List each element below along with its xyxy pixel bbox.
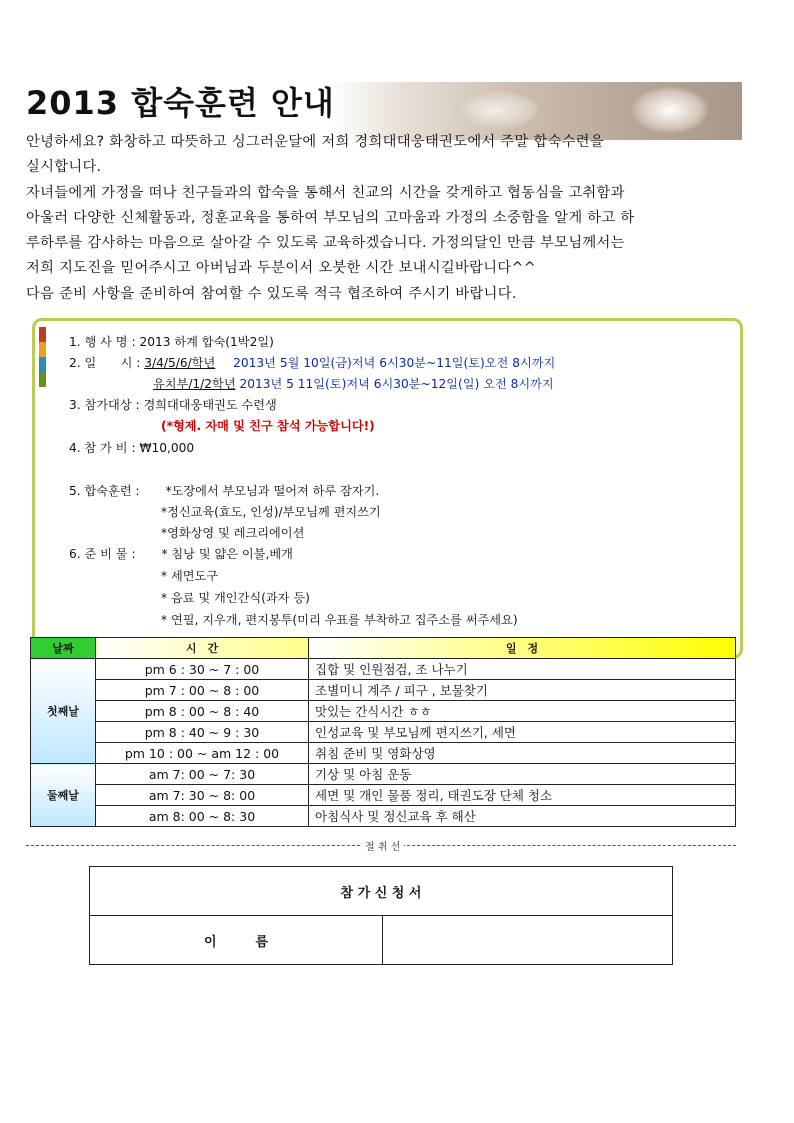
detail-value: 2013 하계 합숙(1박2일) xyxy=(139,335,274,349)
time-cell: pm 10 : 00 ~ am 12 : 00 xyxy=(96,743,309,764)
banner-figure xyxy=(630,86,710,134)
plan-cell: 집합 및 인원점검, 조 나누기 xyxy=(309,659,736,680)
plan-cell: 조별미니 계주 / 피구 , 보물찾기 xyxy=(309,680,736,701)
time-cell: pm 7 : 00 ~ 8 : 00 xyxy=(96,680,309,701)
date-group: 유치부/1/2학년 xyxy=(153,377,236,391)
intro-line: 루하루를 감사하는 마음으로 살아갈 수 있도록 교육하겠습니다. 가정의달인 만큼 부모님께서는 xyxy=(26,235,625,252)
plan-cell: 인성교육 및 부모님께 편지쓰기, 세면 xyxy=(309,722,736,743)
plan-cell: 취침 준비 및 영화상영 xyxy=(309,743,736,764)
table-row xyxy=(31,743,736,764)
name-field[interactable] xyxy=(383,916,673,965)
table-row xyxy=(31,722,736,743)
plan-cell: 세면 및 개인 물품 정리, 태권도장 단체 청소 xyxy=(309,785,736,806)
table-row xyxy=(31,806,736,827)
table-row xyxy=(31,785,736,806)
intro-line: 다음 준비 사항을 준비하여 참여할 수 있도록 적극 협조하여 주시기 바랍니다. xyxy=(26,285,517,302)
table-row xyxy=(31,701,736,722)
table-row xyxy=(31,764,736,785)
detail-label: 3. 참가대상 : xyxy=(69,398,140,412)
cut-label: 절 취 선 xyxy=(361,838,404,853)
table-header-row xyxy=(31,638,736,659)
date-value: 2013년 5월 10일(금)저녁 6시30분~11일(토)오전 8시까지 xyxy=(233,356,556,370)
header-plan: 일 정 xyxy=(309,638,736,659)
plan-cell: 아침식사 및 정신교육 후 해산 xyxy=(309,806,736,827)
detail-label: 4. 참 가 비 : xyxy=(69,441,136,455)
name-label: 이 름 xyxy=(90,916,383,965)
detail-fee xyxy=(69,439,194,456)
day-label: 첫째날 xyxy=(31,659,96,764)
banner-figure xyxy=(450,90,540,130)
training-item: *영화상영 및 레크리에이션 xyxy=(161,526,305,540)
color-bar-segment xyxy=(39,357,46,372)
time-cell: am 8: 00 ~ 8: 30 xyxy=(96,806,309,827)
color-bar-segment xyxy=(39,342,46,357)
time-cell: am 7: 00 ~ 7: 30 xyxy=(96,764,309,785)
color-bar xyxy=(39,327,46,387)
table-row xyxy=(31,680,736,701)
training-item: *도장에서 부모님과 떨어져 하루 잠자기. xyxy=(165,484,380,498)
form-title: 참 가 신 청 서 xyxy=(90,867,673,916)
detail-label: 2. 일 시 : xyxy=(69,356,141,370)
application-form xyxy=(89,866,673,965)
page-title: 2013 합숙훈련 안내 xyxy=(26,84,335,122)
form-name-row xyxy=(90,916,673,965)
cut-line xyxy=(26,838,736,852)
detail-prep xyxy=(69,545,293,562)
time-cell: am 7: 30 ~ 8: 00 xyxy=(96,785,309,806)
form-title-row xyxy=(90,867,673,916)
prep-item: * 음료 및 개인간식(과자 등) xyxy=(161,591,310,605)
time-cell: pm 8 : 00 ~ 8 : 40 xyxy=(96,701,309,722)
intro-line: 아울러 다양한 신체활동과, 정훈교육을 통하여 부모님의 고마움과 가정의 소중함을 알게 하고 하 xyxy=(26,209,635,226)
color-bar-segment xyxy=(39,327,46,342)
date-group: 3/4/5/6/학년 xyxy=(144,356,216,370)
intro-line: 자녀들에게 가정을 떠나 친구들과의 합숙을 통해서 친교의 시간을 갖게하고 협동심을 고취함과 xyxy=(26,184,625,201)
detail-label: 6. 준 비 물 : xyxy=(69,547,136,561)
table-row xyxy=(31,659,736,680)
detail-date xyxy=(69,354,555,371)
intro-line: 안녕하세요? 화창하고 따뜻하고 싱그러운달에 저희 경희대대웅태권도에서 주말 합숙수련을 xyxy=(26,134,605,150)
detail-training xyxy=(69,482,379,499)
detail-label: 1. 행 사 명 : xyxy=(69,335,136,349)
details-box xyxy=(32,318,743,659)
time-cell: pm 6 : 30 ~ 7 : 00 xyxy=(96,659,309,680)
day-label: 둘째날 xyxy=(31,764,96,827)
prep-item: * 세면도구 xyxy=(161,569,219,583)
detail-value: ₩10,000 xyxy=(139,441,195,455)
training-item: *정신교육(효도, 인성)/부모님께 편지쓰기 xyxy=(161,505,381,519)
detail-event xyxy=(69,333,274,350)
header-time: 시 간 xyxy=(96,638,309,659)
color-bar-segment xyxy=(39,372,46,387)
intro-line: 저희 지도진을 믿어주시고 아버님과 두분이서 오붓한 시간 보내시길바랍니다^^ xyxy=(26,260,537,277)
time-cell: pm 8 : 40 ~ 9 : 30 xyxy=(96,722,309,743)
prep-item: * 침낭 및 얇은 이불,베개 xyxy=(161,547,293,561)
intro-line: 실시합니다. xyxy=(26,159,102,176)
detail-label: 5. 합숙훈련 : xyxy=(69,484,140,498)
target-note: (*형제. 자매 및 친구 참석 가능합니다!) xyxy=(161,419,375,433)
intro-text xyxy=(26,130,746,307)
plan-cell: 맛있는 간식시간 ㅎㅎ xyxy=(309,701,736,722)
detail-value: 경희대대웅태권도 수련생 xyxy=(143,398,277,412)
date-value: 2013년 5 11일(토)저녁 6시30분~12일(일) 오전 8시까지 xyxy=(239,377,554,391)
detail-target xyxy=(69,396,277,413)
plan-cell: 기상 및 아침 운동 xyxy=(309,764,736,785)
schedule-table xyxy=(30,637,736,827)
prep-item: * 연필, 지우개, 편지봉투(미리 우표를 부착하고 집주소를 써주세요) xyxy=(161,613,518,627)
header-day: 날짜 xyxy=(31,638,96,659)
detail-date-2 xyxy=(153,375,554,392)
